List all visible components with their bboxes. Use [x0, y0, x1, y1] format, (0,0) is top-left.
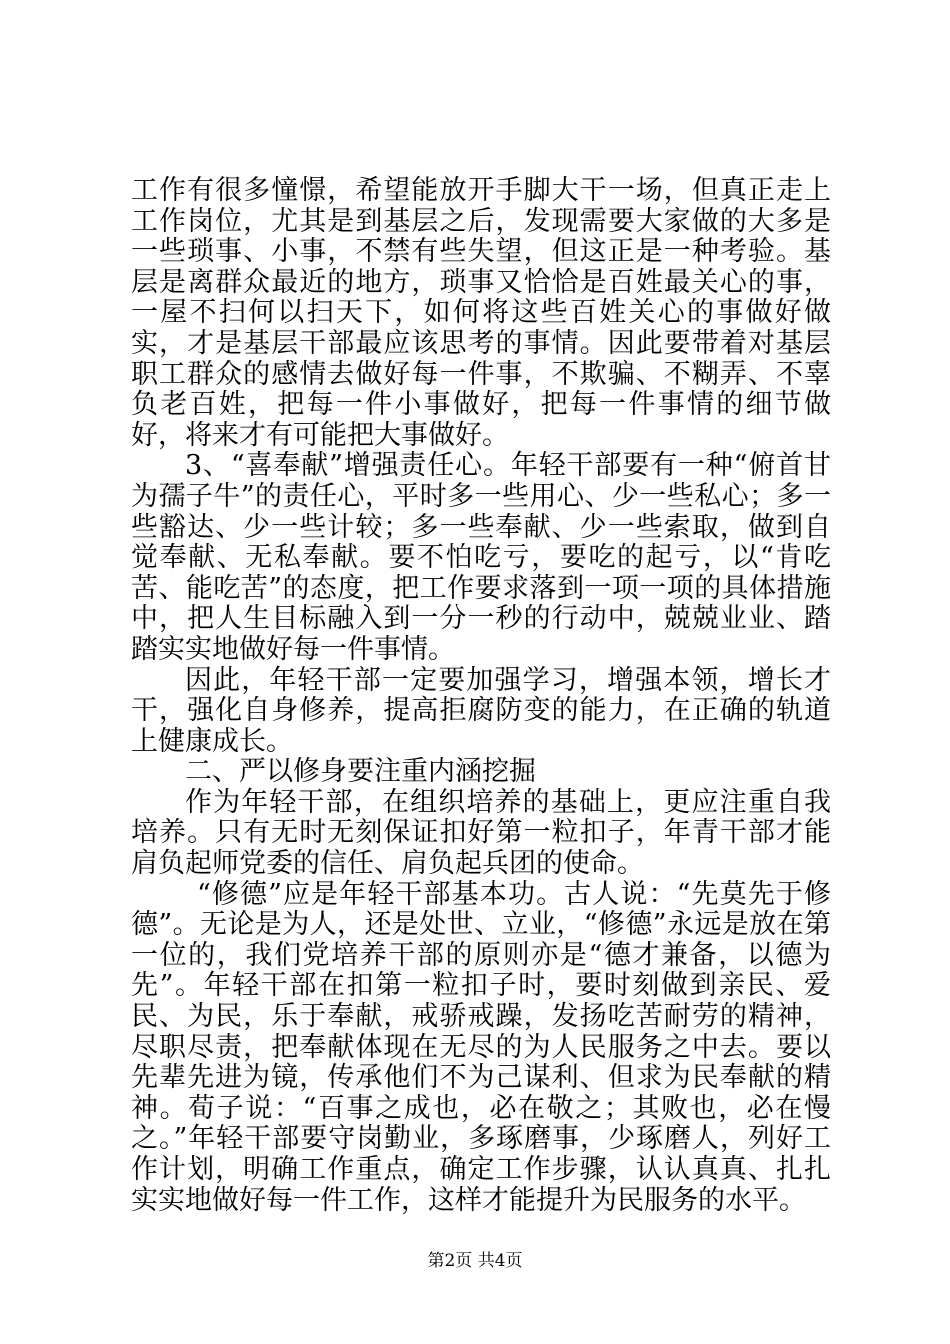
- document-body: [131, 176, 831, 1216]
- paragraph-continuation: 工作有很多憧憬，希望能放开手脚大干一场，但真正走上工作岗位，尤其是到基层之后，发现需要大家做的大多是一些琐事、小事，不禁有些失望，但这正是一种考验。基层是离群众最近的地方，琐事又恰恰是百姓最关心的事，一屋不扫何以扫天下，如何将这些百姓关心的事做好做实，才是基层干部最应该思考的事情。因此要带着对基层职工群众的感情去做好每一件事，不欺骗、不糊弄、不辜负老百姓，把每一件小事做好，把每一件事情的细节做好，将来才有可能把大事做好。: [131, 175, 831, 451]
- paragraph-section-2-intro: 作为年轻干部，在组织培养的基础上，更应注重自我培养。只有无时无刻保证扣好第一粒扣子，年青干部才能肩负起师党委的信任、肩负起兵团的使命。: [131, 786, 831, 880]
- paragraph-conclusion: 因此，年轻干部一定要加强学习，增强本领，增长才干，强化自身修养，提高拒腐防变的能力，在正确的轨道上健康成长。: [131, 664, 831, 757]
- paragraph-point-3: 3、“喜奉献”增强责任心。年轻干部要有一种“俯首甘为孺子牛”的责任心，平时多一些用心、少一些私心；多一些豁达、少一些计较；多一些奉献、少一些索取，做到自觉奉献、无私奉献。要不怕吃亏，要吃的起亏，以“肯吃苦、能吃苦”的态度，把工作要求落到一项一项的具体措施中，把人生目标融入到一分一秒的行动中，兢兢业业、踏踏实实地做好每一件事情。: [131, 450, 831, 665]
- page-number-footer: 第2页 共4页: [427, 1251, 523, 1271]
- paragraph-self-cultivation: “修德”应是年轻干部基本功。古人说：“先莫先于修德”。无论是为人，还是处世、立业，“修德”永远是放在第一位的，我们党培养干部的原则亦是“德才兼备，以德为先”。年轻干部在扣第一粒扣子时，要时刻做到亲民、爱民、为民，乐于奉献，戒骄戒躁，发扬吃苦耐劳的精神，尽职尽责，把奉献体现在无尽的为人民服务之中去。要以先辈先进为镜，传承他们不为己谋利、但求为民奉献的精神。荀子说：“百事之成也，必在敬之；其败也，必在慢之。”年轻干部要守岗勤业，多琢磨事，少琢磨人，列好工作计划，明确工作重点，确定工作步骤，认认真真、扎扎实实地做好每一件工作，这样才能提升为民服务的水平。: [131, 878, 831, 1216]
- section-heading-2: 二、严以修身要注重内涵挖掘: [185, 756, 536, 788]
